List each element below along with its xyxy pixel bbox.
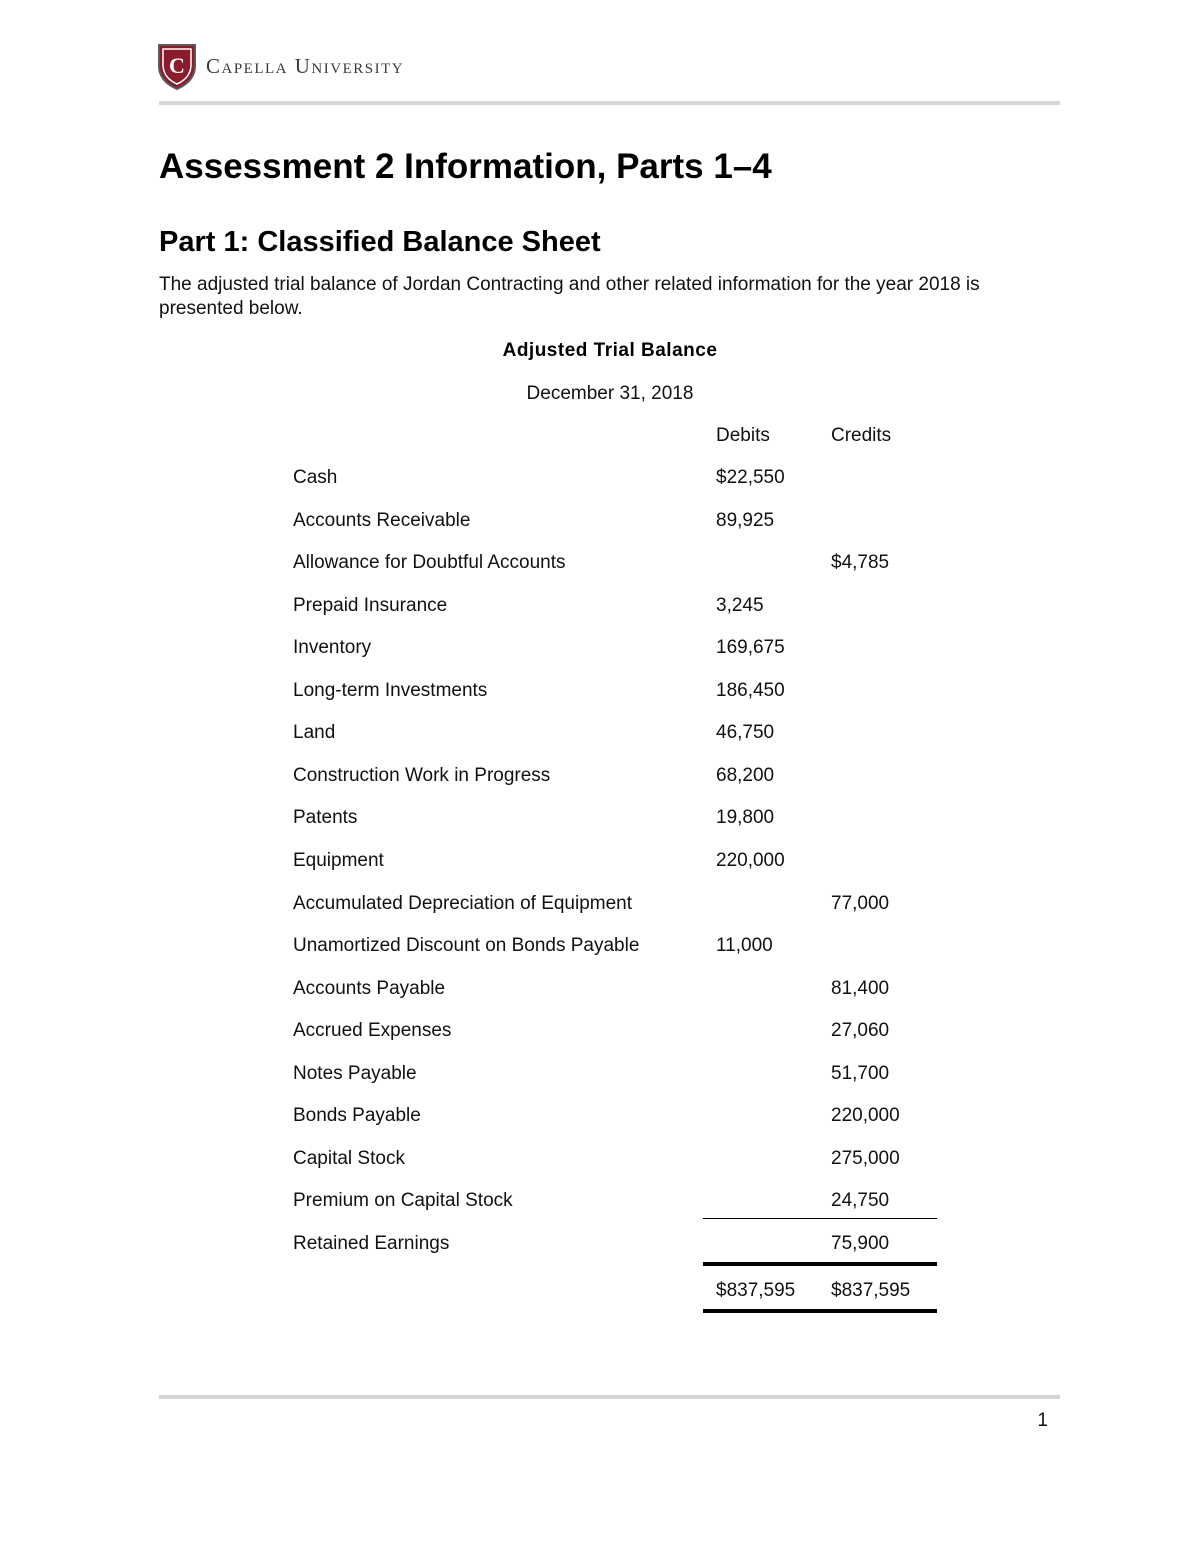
account-name: Long-term Investments	[293, 680, 488, 701]
account-name: Construction Work in Progress	[293, 765, 551, 786]
account-name: Retained Earnings	[293, 1233, 450, 1254]
credits-header: Credits	[831, 425, 892, 446]
debit-amount: 19,800	[716, 807, 775, 828]
footer-divider	[159, 1395, 1060, 1399]
trial-balance-title: Adjusted Trial Balance	[502, 340, 718, 361]
total-credits: $837,595	[831, 1280, 911, 1301]
credit-amount: 275,000	[831, 1148, 900, 1169]
account-name: Notes Payable	[293, 1063, 417, 1084]
credit-amount: 24,750	[831, 1190, 890, 1211]
page-number: 1	[1037, 1410, 1048, 1431]
account-name: Equipment	[293, 850, 384, 871]
debit-amount: 68,200	[716, 765, 775, 786]
debits-header: Debits	[716, 425, 770, 446]
account-name: Cash	[293, 467, 338, 488]
credit-amount: 51,700	[831, 1063, 890, 1084]
account-name: Bonds Payable	[293, 1105, 421, 1126]
credit-amount: 27,060	[831, 1020, 890, 1041]
debit-amount: 3,245	[716, 595, 764, 616]
shield-icon	[158, 42, 196, 90]
header-divider	[159, 101, 1060, 105]
account-name: Capital Stock	[293, 1148, 405, 1169]
logo-letter: C	[169, 53, 185, 78]
account-name: Accrued Expenses	[293, 1020, 452, 1041]
trial-balance-date: December 31, 2018	[526, 383, 694, 404]
account-name: Prepaid Insurance	[293, 595, 448, 616]
account-name: Inventory	[293, 637, 372, 658]
debit-amount: 89,925	[716, 510, 775, 531]
account-name: Unamortized Discount on Bonds Payable	[293, 935, 640, 956]
account-name: Premium on Capital Stock	[293, 1190, 513, 1211]
account-name: Accounts Receivable	[293, 510, 471, 531]
intro-paragraph: The adjusted trial balance of Jordan Contracting and other related information for the year 2018 is presented below.	[159, 274, 980, 319]
account-name: Allowance for Doubtful Accounts	[293, 552, 566, 573]
debit-amount: 11,000	[716, 935, 773, 956]
capella-logo	[158, 42, 404, 90]
total-rule-top	[703, 1262, 937, 1266]
account-name: Accumulated Depreciation of Equipment	[293, 893, 633, 914]
subtotal-rule	[703, 1218, 937, 1219]
credit-amount: 81,400	[831, 978, 890, 999]
debit-amount: 46,750	[716, 722, 775, 743]
credit-amount: $4,785	[831, 552, 890, 573]
document-title: Assessment 2 Information, Parts 1–4	[159, 147, 772, 186]
credit-amount: 220,000	[831, 1105, 900, 1126]
debit-amount: $22,550	[716, 467, 785, 488]
logo-wordmark: Capella University	[206, 54, 405, 78]
total-rule-bottom	[703, 1309, 937, 1313]
account-name: Patents	[293, 807, 358, 828]
debit-amount: 220,000	[716, 850, 785, 871]
account-name: Accounts Payable	[293, 978, 446, 999]
credit-amount: 75,900	[831, 1233, 890, 1254]
debit-amount: 186,450	[716, 680, 785, 701]
account-name: Land	[293, 722, 336, 743]
credit-amount: 77,000	[831, 893, 890, 914]
total-debits: $837,595	[716, 1280, 796, 1301]
section-title: Part 1: Classified Balance Sheet	[159, 226, 601, 258]
debit-amount: 169,675	[716, 637, 785, 658]
